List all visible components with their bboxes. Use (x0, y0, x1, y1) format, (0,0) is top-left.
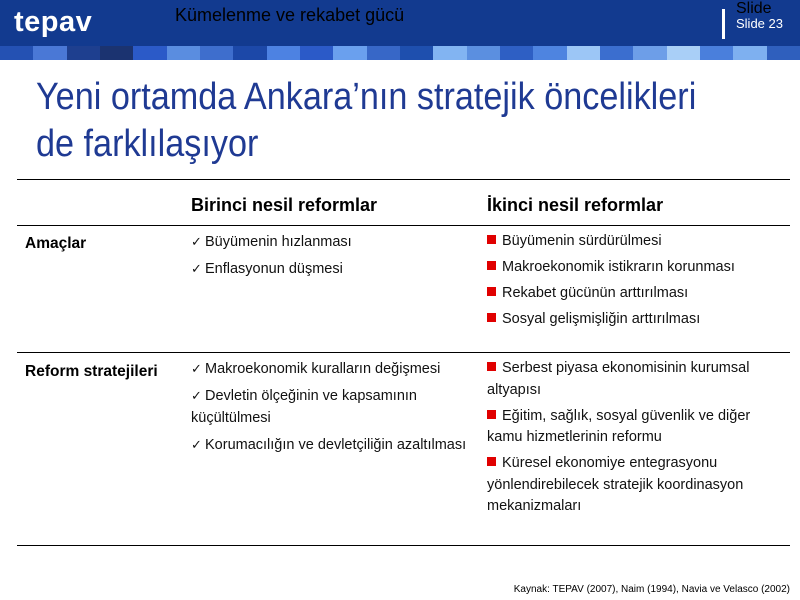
mosaic-tile (467, 46, 500, 60)
cell-goals-first-gen (191, 231, 476, 285)
slide-title-line-1: Yeni ortamda Ankara’nın stratejik öncelikleri (36, 76, 697, 118)
mosaic-tile (700, 46, 733, 60)
list-item (191, 434, 476, 457)
source-citation: Kaynak: TEPAV (2007), Naim (1994), Navia ve Velasco (2002) (513, 584, 790, 595)
table-bottom-rule (17, 545, 790, 546)
list-item (487, 283, 767, 305)
row-label-goals: Amaçlar (25, 235, 87, 252)
header-mosaic-strip (0, 46, 800, 60)
list-item-text: Büyümenin hızlanması (205, 234, 352, 250)
mosaic-tile (367, 46, 400, 60)
row-label-strategies: Reform stratejileri (25, 363, 158, 380)
check-mark-icon: ✓ (191, 388, 202, 403)
slide-label: Slide (736, 0, 772, 17)
list-item-text: Rekabet gücünün arttırılması (502, 285, 689, 301)
list-item (191, 231, 476, 254)
check-mark-icon: ✓ (191, 261, 202, 276)
mosaic-tile (333, 46, 366, 60)
list-item (487, 257, 767, 279)
red-square-bullet-icon (487, 261, 496, 270)
slide-title (36, 74, 702, 168)
slide-number: Slide 23 (736, 16, 783, 31)
mosaic-tile (567, 46, 600, 60)
header-title: Kümelenme ve rekabet gücü (175, 5, 405, 25)
list-item-text: Serbest piyasa ekonomisinin kurumsal altyapısı (487, 360, 750, 398)
red-square-bullet-icon (487, 287, 496, 296)
mosaic-tile (33, 46, 66, 60)
check-mark-icon: ✓ (191, 361, 202, 376)
list-item (487, 453, 767, 518)
mosaic-tile (433, 46, 466, 60)
mosaic-tile (633, 46, 666, 60)
mosaic-tile (67, 46, 100, 60)
list-item (191, 358, 476, 381)
list-item-text: Korumacılığın ve devletçiliğin azaltılması (205, 436, 467, 453)
list-item (487, 231, 767, 253)
cell-strategies-second-gen (487, 358, 767, 522)
list-item-text: Sosyal gelişmişliğin arttırılması (502, 311, 701, 327)
mosaic-tile (733, 46, 766, 60)
mosaic-tile (267, 46, 300, 60)
list-item-text: Küresel ekonomiye entegrasyonu yönlendirebilecek stratejik koordinasyon mekanizmaları (487, 455, 744, 514)
slide-title-line-2: de farklılaşıyor (36, 123, 259, 165)
tepav-logo: tepav (14, 6, 93, 38)
mosaic-tile (200, 46, 233, 60)
header-bar (0, 0, 800, 46)
mosaic-tile (233, 46, 266, 60)
mosaic-tile (400, 46, 433, 60)
mosaic-tile (133, 46, 166, 60)
list-item (487, 406, 767, 449)
list-item-text: Eğitim, sağlık, sosyal güvenlik ve diğer kamu hizmetlerinin reformu (487, 407, 751, 445)
column-header-second-gen: İkinci nesil reformlar (487, 195, 664, 215)
mosaic-tile (667, 46, 700, 60)
red-square-bullet-icon (487, 362, 496, 371)
mosaic-tile (533, 46, 566, 60)
list-item-text: Devletin ölçeğinin ve kapsamının küçültülmesi (191, 388, 417, 426)
cell-goals-second-gen (487, 231, 767, 335)
cell-strategies-first-gen (191, 358, 476, 461)
list-item-text: Makroekonomik kuralların değişmesi (205, 361, 441, 377)
table-row-rule (17, 352, 790, 353)
mosaic-tile (167, 46, 200, 60)
list-item (487, 358, 767, 401)
list-item (191, 258, 476, 281)
list-item-text: Enflasyonun düşmesi (205, 261, 343, 277)
check-mark-icon: ✓ (191, 436, 202, 452)
list-item (191, 385, 476, 429)
mosaic-tile (100, 46, 133, 60)
check-mark-icon: ✓ (191, 234, 202, 249)
red-square-bullet-icon (487, 313, 496, 322)
column-header-first-gen: Birinci nesil reformlar (191, 195, 378, 215)
mosaic-tile (767, 46, 800, 60)
list-item-text: Büyümenin sürdürülmesi (502, 233, 662, 249)
mosaic-tile (500, 46, 533, 60)
red-square-bullet-icon (487, 410, 496, 419)
table-header-rule (17, 225, 790, 226)
list-item-text: Makroekonomik istikrarın korunması (502, 259, 735, 275)
mosaic-tile (600, 46, 633, 60)
mosaic-tile (0, 46, 33, 60)
header-separator (722, 9, 725, 39)
red-square-bullet-icon (487, 457, 496, 466)
table-top-rule (17, 179, 790, 180)
mosaic-tile (300, 46, 333, 60)
list-item (487, 309, 767, 331)
red-square-bullet-icon (487, 235, 496, 244)
